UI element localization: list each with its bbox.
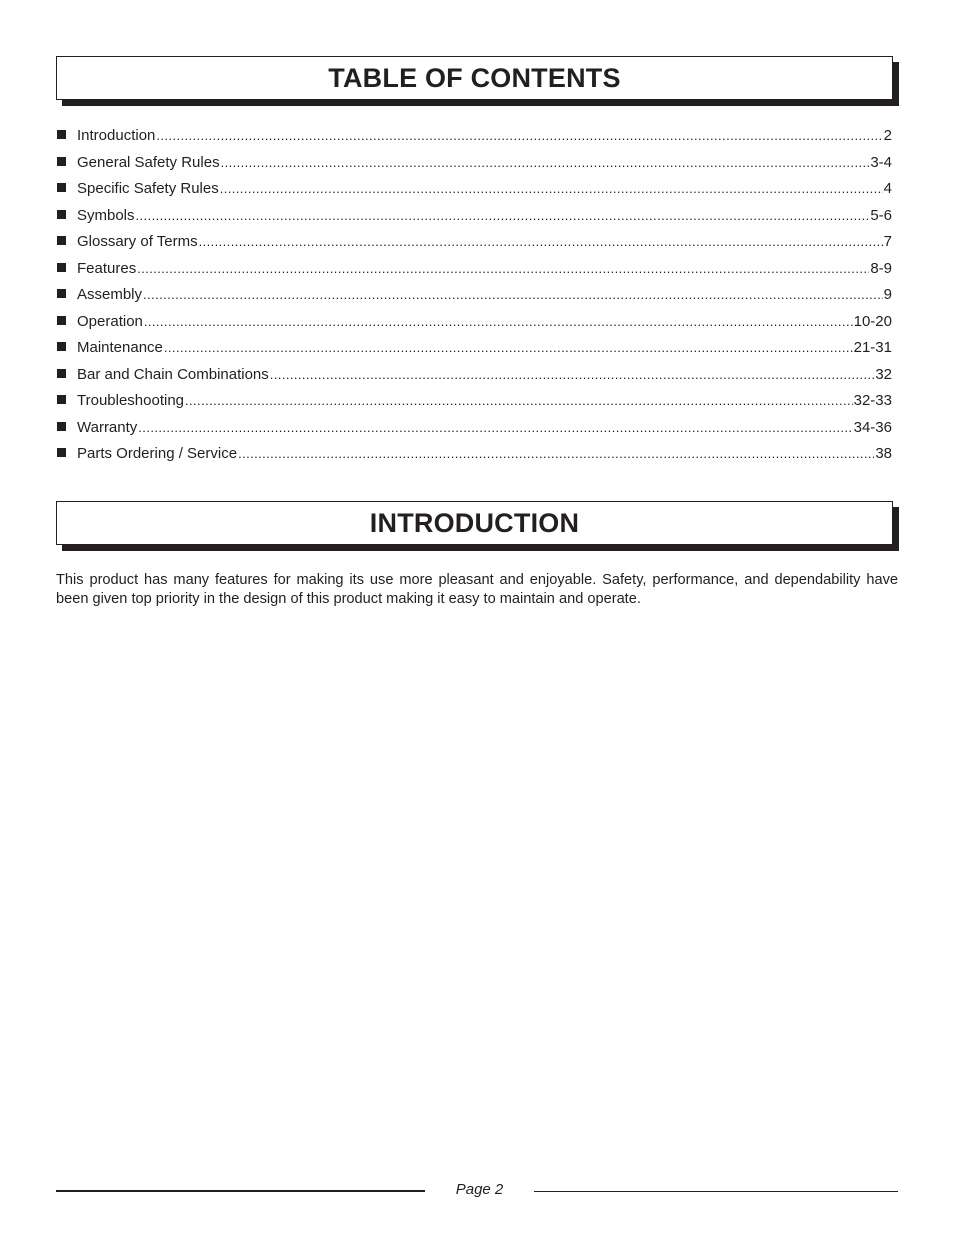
square-bullet-icon	[57, 342, 66, 351]
toc-item-label: Troubleshooting	[77, 392, 185, 409]
square-bullet-icon	[57, 263, 66, 272]
toc-item-label: Features	[77, 259, 137, 277]
toc-item-label: Warranty	[77, 418, 138, 436]
toc-item-label: Parts Ordering / Service	[77, 445, 238, 462]
toc-item-page: 3-4	[870, 153, 892, 171]
toc-item[interactable]	[57, 311, 892, 338]
introduction-body: This product has many features for making its use more pleasant and enjoyable. Safety, performance, and dependability have been given top priority in the design of this product making it easy to maintain and operate.	[56, 572, 898, 607]
dot-leader	[138, 417, 852, 439]
square-bullet-icon	[57, 316, 66, 325]
toc-item[interactable]	[57, 258, 892, 285]
introduction-heading-box	[56, 501, 893, 545]
toc-item-label: Glossary of Terms	[77, 233, 198, 250]
square-bullet-icon	[57, 210, 66, 219]
toc-item-page: 2	[883, 127, 892, 144]
page-number: Page 2	[455, 1181, 504, 1198]
toc-item-label: Specific Safety Rules	[77, 180, 219, 197]
dot-leader	[199, 231, 883, 253]
toc-item-page: 21-31	[853, 339, 892, 356]
toc-item-page: 38	[875, 445, 892, 462]
toc-list	[57, 125, 892, 470]
toc-item-label: Introduction	[77, 127, 156, 144]
toc-item-page: 4	[883, 180, 892, 197]
toc-item-label: Bar and Chain Combinations	[77, 365, 269, 383]
toc-item-label: Assembly	[77, 286, 143, 303]
footer-rule-left	[56, 1190, 425, 1192]
dot-leader	[143, 284, 883, 306]
toc-item-label: General Safety Rules	[77, 153, 220, 171]
toc-item-page: 10-20	[853, 312, 892, 330]
toc-item[interactable]	[57, 231, 892, 258]
toc-item[interactable]	[57, 178, 892, 205]
dot-leader	[137, 258, 869, 280]
square-bullet-icon	[57, 183, 66, 192]
toc-item-page: 8-9	[870, 259, 892, 277]
toc-item[interactable]	[57, 364, 892, 391]
footer-rule-right	[534, 1191, 898, 1192]
toc-heading-box	[56, 56, 893, 100]
dot-leader	[164, 337, 853, 359]
square-bullet-icon	[57, 157, 66, 166]
square-bullet-icon	[57, 369, 66, 378]
toc-item-page: 32	[875, 365, 892, 383]
toc-item-page: 9	[883, 286, 892, 303]
toc-item-page: 7	[883, 233, 892, 250]
introduction-title: INTRODUCTION	[369, 507, 580, 538]
toc-item[interactable]	[57, 417, 892, 444]
toc-item-label: Maintenance	[77, 339, 163, 356]
square-bullet-icon	[57, 422, 66, 431]
dot-leader	[144, 311, 853, 333]
square-bullet-icon	[57, 236, 66, 245]
square-bullet-icon	[57, 448, 66, 457]
toc-item-label: Symbols	[77, 206, 135, 224]
dot-leader	[220, 178, 883, 200]
toc-item-page: 32-33	[853, 392, 892, 409]
toc-item[interactable]	[57, 125, 892, 152]
dot-leader	[238, 443, 874, 465]
toc-item-page: 5-6	[870, 206, 892, 224]
toc-item-page: 34-36	[853, 418, 892, 436]
square-bullet-icon	[57, 130, 66, 139]
toc-item[interactable]	[57, 284, 892, 311]
dot-leader	[156, 125, 882, 147]
dot-leader	[185, 390, 853, 412]
toc-item[interactable]	[57, 205, 892, 232]
dot-leader	[136, 205, 870, 227]
toc-title: TABLE OF CONTENTS	[328, 62, 621, 93]
toc-item[interactable]	[57, 337, 892, 364]
toc-item[interactable]	[57, 152, 892, 179]
square-bullet-icon	[57, 395, 66, 404]
toc-item-label: Operation	[77, 312, 143, 330]
square-bullet-icon	[57, 289, 66, 298]
dot-leader	[270, 364, 875, 386]
toc-item[interactable]	[57, 390, 892, 417]
dot-leader	[221, 152, 870, 174]
toc-item[interactable]	[57, 443, 892, 470]
